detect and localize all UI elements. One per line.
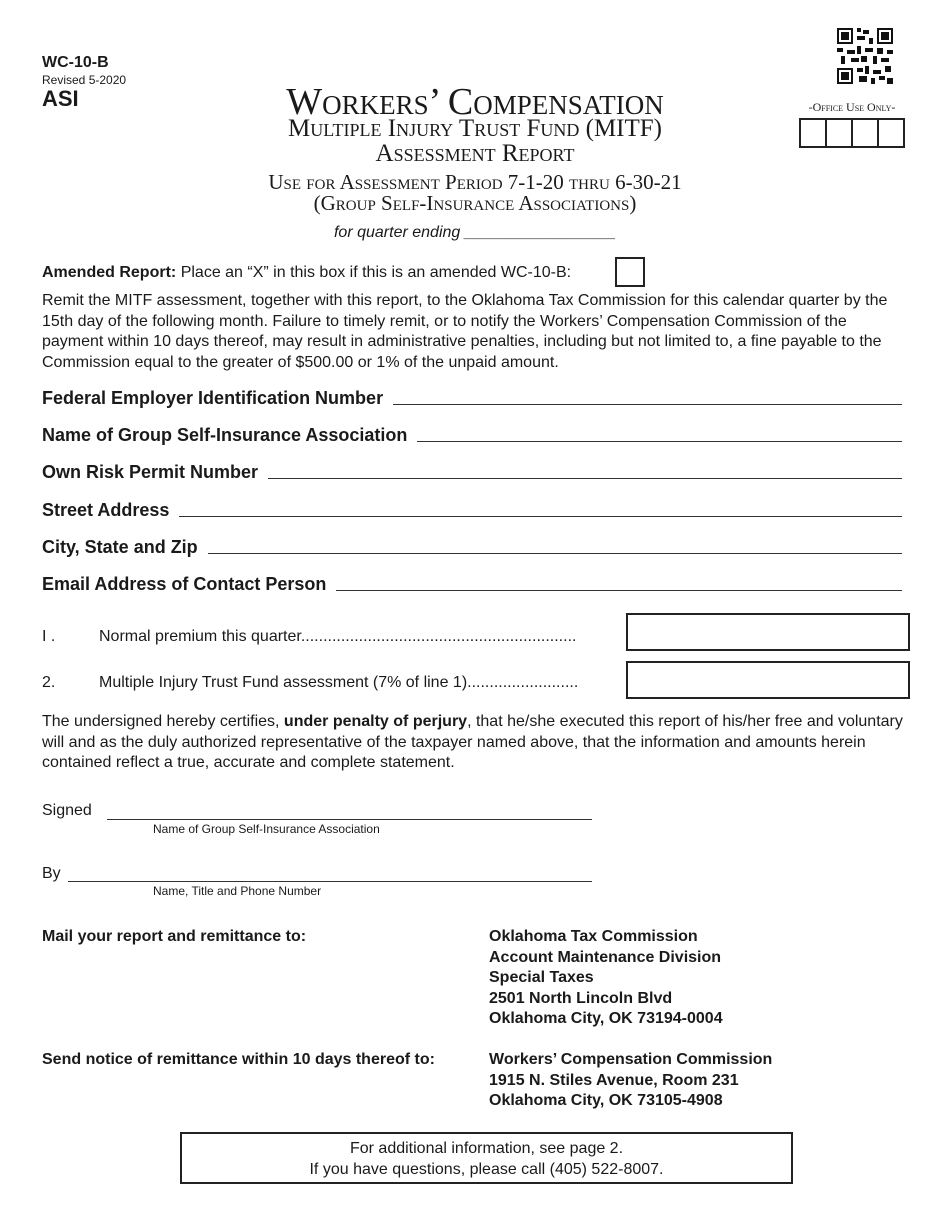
mail-address-line: Account Maintenance Division (489, 948, 722, 966)
signed-label: Signed (42, 802, 92, 819)
city-state-zip-label: City, State and Zip (42, 537, 198, 557)
signed-line[interactable] (107, 819, 592, 820)
permit-number-label: Own Risk Permit Number (42, 462, 259, 482)
instructions-paragraph: Remit the MITF assessment, together with this report, to the Oklahoma Tax Commission for this calendar quarter by the 15th day of the following month. Failure to timely remit, or to notify the Workers’ Compensation Commission of the payment within 10 days thereof, may result in administrative penalties, including but not limited to, a fine payable to the Commission equal to the greater of $500.00 or 1% of the unpaid amount. (42, 292, 888, 371)
email-label: Email Address of Contact Person (42, 574, 327, 594)
footer-info-box (180, 1132, 793, 1184)
amended-report-label: Amended Report: (42, 264, 177, 281)
footer-line-1: For additional information, see page 2. (349, 1140, 624, 1157)
certification-paragraph (42, 712, 912, 774)
certification-text-start: The undersigned hereby certifies, (42, 713, 284, 730)
notice-address (489, 1050, 772, 1112)
quarter-ending-field[interactable]: for quarter ending _________________ (333, 224, 617, 241)
footer-line-2: If you have questions, please call (405) 522-8007. (309, 1161, 664, 1178)
association-name-input-line[interactable] (417, 427, 902, 442)
certification-text-end: , that he/she executed this report of his/her free and voluntary will and as the duly authorized representative of the taxpayer named above, that the information and amounts herein contained reflect a true, accurate and complete statement. (42, 713, 903, 771)
by-label: By (42, 865, 61, 882)
notice-address-line: Oklahoma City, OK 73105-4908 (489, 1092, 723, 1109)
mail-address-line: 2501 North Lincoln Blvd (489, 989, 673, 1007)
form-title: Workers’ Compensation (286, 81, 664, 123)
line-2-number: 2. (42, 674, 56, 691)
mail-label: Mail your report and remittance to: (42, 928, 307, 945)
association-name-label: Name of Group Self-Insurance Association (42, 425, 408, 445)
permit-number-input-line[interactable] (268, 464, 902, 479)
street-address-label: Street Address (42, 500, 170, 520)
fein-label: Federal Employer Identification Number (42, 388, 384, 408)
by-caption: Name, Title and Phone Number (153, 884, 322, 898)
office-use-label: -Office Use Only- (808, 100, 896, 114)
amended-report-line (42, 264, 571, 282)
form-code: ASI (42, 86, 79, 111)
qr-code-icon (837, 28, 893, 84)
city-state-zip-input-line[interactable] (208, 539, 902, 554)
revised-date: Revised 5-2020 (42, 73, 127, 87)
amended-report-text: Place an “X” in this box if this is an amended WC-10-B: (180, 264, 572, 281)
notice-label: Send notice of remittance within 10 days thereof to: (42, 1051, 435, 1068)
notice-address-line: 1915 N. Stiles Avenue, Room 231 (489, 1071, 739, 1089)
assessment-period: Use for Assessment Period 7-1-20 thru 6-30-21 (268, 170, 682, 194)
line-1-number: I . (42, 628, 56, 645)
city-state-zip-field[interactable] (42, 537, 902, 558)
street-address-field[interactable] (42, 500, 902, 521)
form-subtitle-1: Multiple Injury Trust Fund (MITF) (287, 115, 662, 142)
certification-emphasis: under penalty of perjury (283, 713, 468, 730)
mail-address-line: Special Taxes (489, 969, 594, 986)
form-subtitle-2: Assessment Report (375, 140, 575, 167)
fein-field[interactable] (42, 388, 902, 409)
street-address-input-line[interactable] (179, 502, 902, 517)
permit-number-field[interactable] (42, 462, 902, 483)
email-field[interactable] (42, 574, 902, 595)
mail-address-line: Oklahoma City, OK 73194-0004 (489, 1010, 723, 1027)
form-number: WC-10-B (42, 54, 109, 71)
group-subtitle: (Group Self-Insurance Associations) (313, 191, 637, 215)
line-1-label: Normal premium this quarter.............................................................. (99, 628, 577, 645)
mail-address-line: Oklahoma Tax Commission (489, 928, 698, 945)
line-1-amount-box[interactable] (626, 613, 910, 651)
signed-caption: Name of Group Self-Insurance Association (153, 822, 380, 836)
line-2-amount-box[interactable] (626, 661, 910, 699)
email-input-line[interactable] (336, 576, 902, 591)
by-line[interactable] (68, 881, 592, 882)
association-name-field[interactable] (42, 425, 902, 446)
notice-address-line: Workers’ Compensation Commission (489, 1051, 773, 1068)
amended-checkbox[interactable] (615, 257, 645, 287)
fein-input-line[interactable] (393, 390, 902, 405)
line-2-label: Multiple Injury Trust Fund assessment (7% of line 1)......................... (99, 674, 579, 691)
mail-address (489, 927, 723, 1030)
